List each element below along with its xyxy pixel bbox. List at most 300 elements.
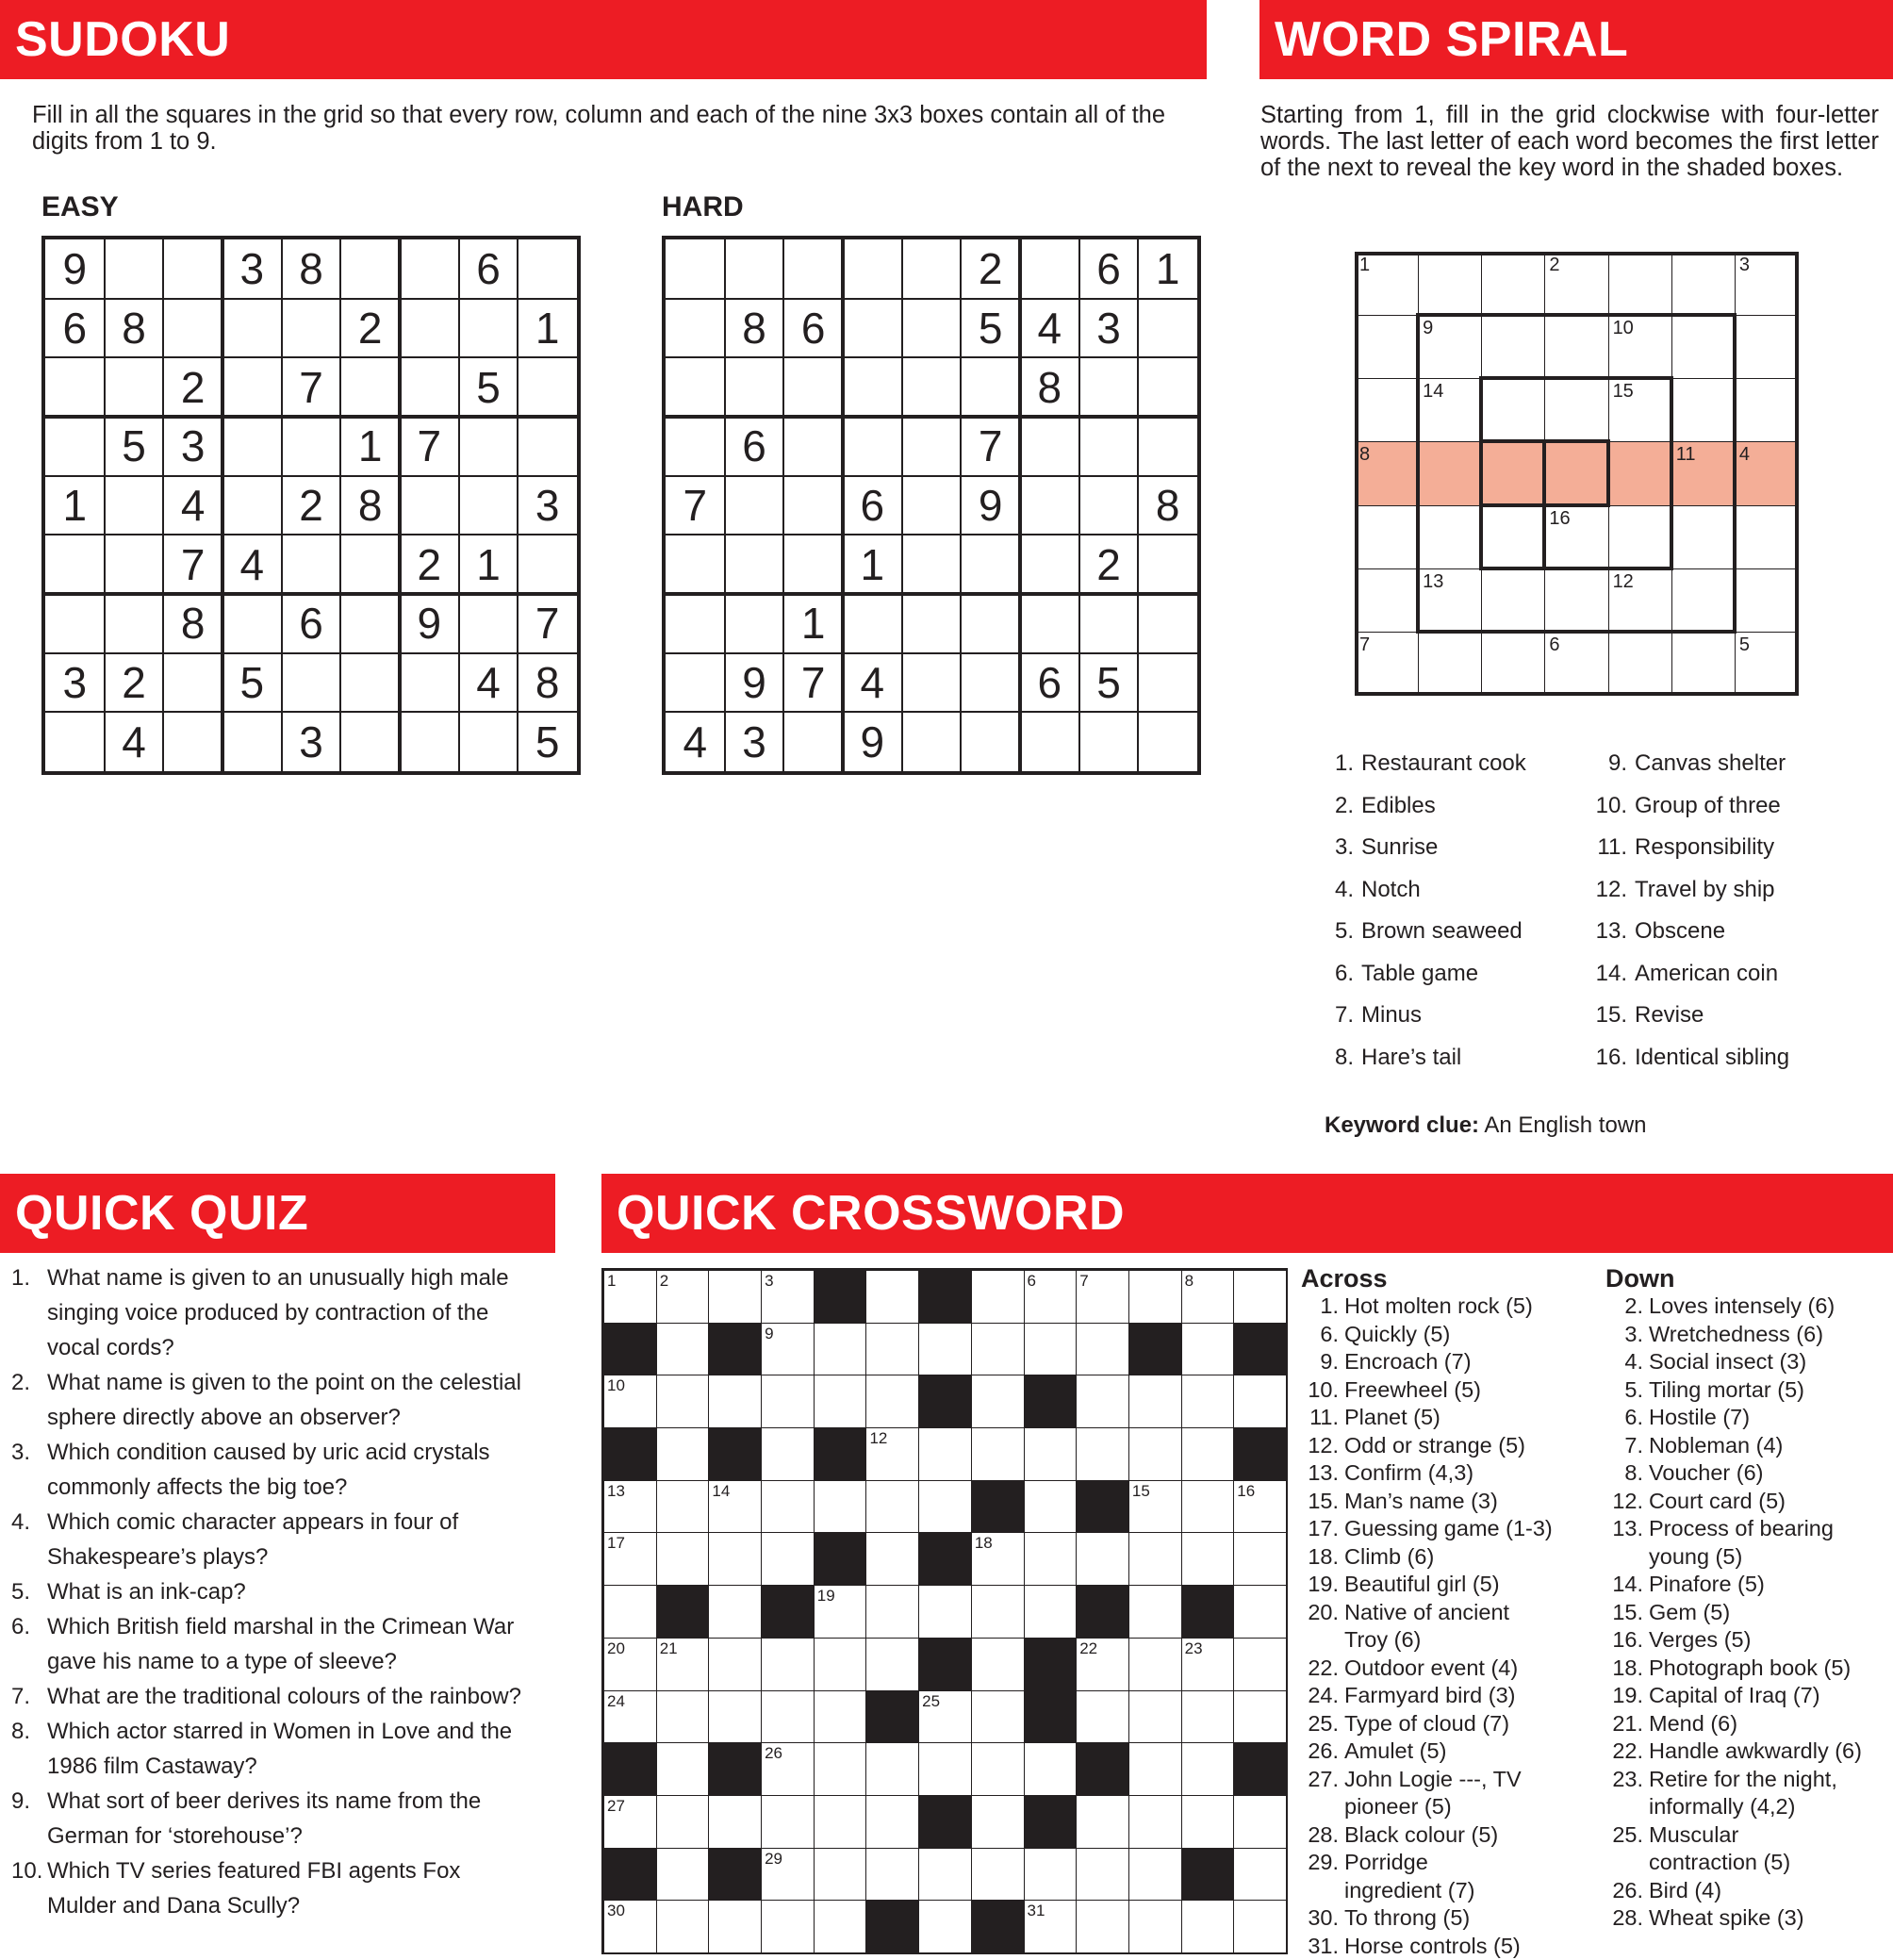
crossword-cell[interactable] — [865, 1532, 919, 1586]
crossword-cell[interactable] — [865, 1270, 919, 1324]
crossword-cell[interactable] — [1233, 1900, 1287, 1953]
crossword-cell[interactable] — [708, 1690, 762, 1744]
sudoku-cell[interactable] — [1138, 417, 1197, 476]
sudoku-cell[interactable] — [282, 653, 341, 713]
sudoku-cell[interactable]: 4 — [860, 657, 885, 707]
sudoku-cell[interactable]: 8 — [180, 599, 206, 649]
sudoku-cell[interactable]: 8 — [742, 303, 766, 353]
sudoku-cell[interactable] — [163, 299, 222, 358]
crossword-cell[interactable] — [1233, 1795, 1287, 1849]
sudoku-cell[interactable] — [340, 535, 400, 594]
sudoku-cell[interactable]: 2 — [299, 480, 323, 530]
sudoku-cell[interactable] — [1079, 594, 1139, 653]
sudoku-cell[interactable]: 4 — [476, 657, 501, 707]
crossword-cell[interactable] — [1128, 1270, 1182, 1324]
crossword-cell[interactable] — [865, 1375, 919, 1428]
sudoku-cell[interactable]: 7 — [180, 539, 206, 589]
sudoku-cell[interactable] — [725, 476, 784, 535]
sudoku-cell[interactable] — [902, 712, 962, 771]
sudoku-cell[interactable] — [1079, 357, 1139, 417]
crossword-cell[interactable] — [656, 1690, 710, 1744]
sudoku-cell[interactable] — [400, 653, 459, 713]
crossword-cell[interactable] — [971, 1585, 1025, 1639]
crossword-cell[interactable] — [1181, 1900, 1235, 1953]
crossword-cell[interactable] — [761, 1690, 815, 1744]
sudoku-cell[interactable] — [961, 712, 1020, 771]
crossword-cell[interactable] — [865, 1480, 919, 1534]
sudoku-cell[interactable] — [783, 357, 843, 417]
crossword-cell[interactable] — [971, 1848, 1025, 1902]
spiral-cell-number: 13 — [1423, 570, 1444, 592]
crossword-cell[interactable] — [1181, 1323, 1235, 1376]
sudoku-cell[interactable]: 3 — [1096, 303, 1121, 353]
crossword-cell[interactable] — [971, 1270, 1025, 1324]
sudoku-cell[interactable] — [1020, 712, 1079, 771]
crossword-cell[interactable] — [865, 1323, 919, 1376]
crossword-cell[interactable] — [1128, 1585, 1182, 1639]
sudoku-cell[interactable]: 1 — [535, 303, 560, 353]
sudoku-cell[interactable]: 2 — [180, 362, 206, 412]
crossword-cell[interactable] — [971, 1742, 1025, 1796]
crossword-cell[interactable] — [656, 1795, 710, 1849]
crossword-cell[interactable] — [708, 1638, 762, 1691]
sudoku-cell[interactable]: 4 — [122, 716, 146, 766]
sudoku-cell[interactable] — [843, 357, 902, 417]
sudoku-cell[interactable] — [783, 239, 843, 299]
crossword-cell[interactable] — [1233, 1532, 1287, 1586]
crossword-cell[interactable] — [918, 1900, 972, 1953]
crossword-cell[interactable] — [971, 1795, 1025, 1849]
crossword-cell[interactable] — [761, 1270, 815, 1324]
crossword-cell[interactable] — [865, 1427, 919, 1481]
crossword-cell[interactable] — [1128, 1742, 1182, 1796]
crossword-cell[interactable] — [761, 1323, 815, 1376]
crossword-cell[interactable] — [1128, 1638, 1182, 1691]
crossword-cell[interactable] — [971, 1323, 1025, 1376]
sudoku-cell[interactable]: 2 — [417, 539, 442, 589]
sudoku-cell[interactable] — [666, 239, 725, 299]
crossword-cell[interactable] — [1024, 1427, 1078, 1481]
crossword-cell[interactable] — [708, 1375, 762, 1428]
sudoku-cell[interactable] — [222, 594, 282, 653]
sudoku-cell[interactable] — [1020, 535, 1079, 594]
crossword-cell[interactable] — [603, 1795, 657, 1849]
crossword-cell[interactable] — [708, 1270, 762, 1324]
sudoku-cell[interactable] — [340, 239, 400, 299]
crossword-cell[interactable] — [603, 1532, 657, 1586]
crossword-cell[interactable] — [971, 1375, 1025, 1428]
crossword-clue — [1301, 1821, 1584, 1850]
sudoku-cell[interactable] — [1079, 417, 1139, 476]
sudoku-cell[interactable] — [222, 357, 282, 417]
crossword-cell[interactable] — [1181, 1795, 1235, 1849]
sudoku-cell[interactable] — [961, 594, 1020, 653]
sudoku-cell[interactable] — [783, 712, 843, 771]
crossword-cell[interactable] — [656, 1375, 710, 1428]
sudoku-cell[interactable] — [666, 594, 725, 653]
crossword-cell[interactable] — [708, 1795, 762, 1849]
sudoku-cell[interactable]: 8 — [535, 657, 560, 707]
sudoku-cell[interactable] — [783, 476, 843, 535]
crossword-cell[interactable] — [1076, 1900, 1129, 1953]
sudoku-cell[interactable]: 8 — [357, 480, 383, 530]
crossword-cell[interactable] — [1233, 1848, 1287, 1902]
sudoku-cell[interactable] — [222, 712, 282, 771]
sudoku-cell[interactable] — [45, 417, 105, 476]
sudoku-cell[interactable]: 6 — [62, 303, 88, 353]
crossword-cell[interactable] — [1024, 1323, 1078, 1376]
sudoku-cell[interactable]: 3 — [239, 244, 265, 294]
crossword-cell[interactable] — [603, 1690, 657, 1744]
sudoku-cell[interactable] — [45, 594, 105, 653]
sudoku-cell[interactable]: 8 — [1155, 480, 1180, 530]
sudoku-cell[interactable]: 3 — [742, 716, 766, 766]
crossword-cell[interactable] — [656, 1270, 710, 1324]
sudoku-cell[interactable]: 4 — [683, 716, 708, 766]
sudoku-cell[interactable] — [666, 417, 725, 476]
sudoku-cell[interactable]: 3 — [180, 421, 206, 471]
sudoku-cell[interactable] — [902, 357, 962, 417]
sudoku-cell[interactable] — [518, 239, 577, 299]
crossword-cell[interactable] — [814, 1638, 867, 1691]
crossword-cell[interactable] — [1233, 1638, 1287, 1691]
crossword-cell[interactable] — [761, 1795, 815, 1849]
sudoku-cell[interactable] — [666, 357, 725, 417]
crossword-cell[interactable] — [814, 1848, 867, 1902]
sudoku-cell[interactable] — [1020, 476, 1079, 535]
crossword-cell[interactable] — [1076, 1795, 1129, 1849]
sudoku-cell[interactable] — [400, 239, 459, 299]
crossword-cell[interactable] — [918, 1690, 972, 1744]
sudoku-cell[interactable] — [961, 653, 1020, 713]
sudoku-cell[interactable] — [1079, 476, 1139, 535]
sudoku-cell[interactable]: 6 — [1037, 657, 1062, 707]
crossword-cell[interactable] — [656, 1480, 710, 1534]
sudoku-cell[interactable]: 2 — [357, 303, 383, 353]
crossword-cell[interactable] — [1076, 1690, 1129, 1744]
sudoku-cell[interactable] — [105, 239, 164, 299]
sudoku-cell[interactable]: 7 — [417, 421, 442, 471]
crossword-cell[interactable] — [708, 1585, 762, 1639]
sudoku-cell[interactable] — [1020, 417, 1079, 476]
sudoku-cell[interactable] — [45, 712, 105, 771]
crossword-cell[interactable] — [918, 1848, 972, 1902]
crossword-black-square — [1076, 1585, 1129, 1639]
crossword-cell[interactable] — [865, 1795, 919, 1849]
sudoku-cell[interactable]: 1 — [357, 421, 383, 471]
crossword-cell[interactable] — [1233, 1585, 1287, 1639]
sudoku-cell[interactable]: 7 — [800, 657, 826, 707]
sudoku-cell[interactable] — [518, 417, 577, 476]
sudoku-cell[interactable]: 2 — [1096, 539, 1121, 589]
crossword-cell[interactable] — [1024, 1532, 1078, 1586]
crossword-cell[interactable] — [1181, 1690, 1235, 1744]
crossword-cell[interactable] — [656, 1900, 710, 1953]
sudoku-cell[interactable]: 8 — [299, 244, 323, 294]
crossword-cell[interactable] — [1233, 1375, 1287, 1428]
crossword-cell[interactable] — [1076, 1638, 1129, 1691]
crossword-cell[interactable] — [761, 1638, 815, 1691]
sudoku-cell[interactable]: 7 — [299, 362, 323, 412]
sudoku-cell[interactable] — [902, 299, 962, 358]
sudoku-cell[interactable]: 2 — [122, 657, 146, 707]
crossword-cell[interactable] — [603, 1270, 657, 1324]
sudoku-cell[interactable]: 6 — [1096, 244, 1121, 294]
crossword-cell[interactable] — [1181, 1480, 1235, 1534]
sudoku-cell[interactable]: 9 — [417, 599, 442, 649]
crossword-cell[interactable] — [1024, 1742, 1078, 1796]
crossword-cell[interactable] — [1128, 1532, 1182, 1586]
sudoku-cell[interactable] — [1138, 535, 1197, 594]
sudoku-cell[interactable] — [340, 712, 400, 771]
crossword-cell[interactable] — [865, 1848, 919, 1902]
sudoku-cell[interactable] — [1138, 594, 1197, 653]
sudoku-cell[interactable] — [340, 594, 400, 653]
crossword-cell[interactable] — [814, 1323, 867, 1376]
crossword-cell[interactable] — [971, 1638, 1025, 1691]
crossword-cell[interactable] — [1233, 1270, 1287, 1324]
crossword-cell[interactable] — [1181, 1270, 1235, 1324]
crossword-cell[interactable] — [971, 1532, 1025, 1586]
crossword-cell[interactable] — [918, 1427, 972, 1481]
sudoku-cell[interactable] — [843, 299, 902, 358]
crossword-cell[interactable] — [603, 1480, 657, 1534]
sudoku-cell[interactable]: 9 — [860, 716, 885, 766]
sudoku-cell[interactable] — [902, 535, 962, 594]
sudoku-cell[interactable] — [725, 239, 784, 299]
quiz-question-line: Shakespeare’s plays? — [47, 1544, 269, 1570]
sudoku-cell[interactable] — [666, 535, 725, 594]
sudoku-cell[interactable] — [961, 357, 1020, 417]
sudoku-cell[interactable]: 1 — [1155, 244, 1180, 294]
crossword-cell[interactable] — [603, 1585, 657, 1639]
sudoku-cell[interactable] — [783, 535, 843, 594]
crossword-cell[interactable] — [814, 1742, 867, 1796]
crossword-cell[interactable] — [761, 1742, 815, 1796]
crossword-cell[interactable] — [656, 1848, 710, 1902]
sudoku-cell[interactable] — [222, 476, 282, 535]
sudoku-cell[interactable]: 3 — [62, 657, 88, 707]
crossword-cell[interactable] — [865, 1585, 919, 1639]
sudoku-cell[interactable] — [45, 535, 105, 594]
sudoku-cell[interactable] — [518, 357, 577, 417]
crossword-cell[interactable] — [1076, 1848, 1129, 1902]
sudoku-cell[interactable] — [902, 594, 962, 653]
crossword-cell[interactable] — [1076, 1427, 1129, 1481]
sudoku-cell[interactable]: 5 — [476, 362, 501, 412]
crossword-cell[interactable] — [1233, 1480, 1287, 1534]
sudoku-cell[interactable] — [105, 594, 164, 653]
sudoku-cell[interactable]: 5 — [122, 421, 146, 471]
sudoku-cell[interactable]: 4 — [180, 480, 206, 530]
sudoku-cell[interactable] — [222, 417, 282, 476]
sudoku-cell[interactable] — [843, 594, 902, 653]
crossword-cell[interactable] — [1024, 1270, 1078, 1324]
crossword-cell[interactable] — [1181, 1532, 1235, 1586]
sudoku-cell[interactable] — [843, 417, 902, 476]
sudoku-cell[interactable] — [163, 653, 222, 713]
crossword-cell[interactable] — [814, 1375, 867, 1428]
crossword-cell[interactable] — [603, 1638, 657, 1691]
sudoku-cell[interactable]: 5 — [978, 303, 1003, 353]
sudoku-cell[interactable] — [725, 357, 784, 417]
crossword-cell[interactable] — [1233, 1690, 1287, 1744]
sudoku-cell[interactable] — [459, 299, 519, 358]
sudoku-cell[interactable]: 5 — [535, 716, 560, 766]
crossword-cell[interactable] — [1128, 1690, 1182, 1744]
sudoku-cell[interactable] — [45, 357, 105, 417]
sudoku-cell[interactable] — [400, 357, 459, 417]
crossword-cell[interactable] — [814, 1480, 867, 1534]
crossword-cell[interactable] — [1076, 1270, 1129, 1324]
sudoku-cell[interactable] — [518, 535, 577, 594]
sudoku-cell[interactable]: 5 — [1096, 657, 1121, 707]
sudoku-cell[interactable] — [783, 417, 843, 476]
sudoku-cell[interactable]: 2 — [978, 244, 1003, 294]
crossword-cell[interactable] — [761, 1375, 815, 1428]
crossword-cell[interactable] — [971, 1690, 1025, 1744]
sudoku-cell[interactable] — [843, 239, 902, 299]
crossword-cell[interactable] — [1181, 1638, 1235, 1691]
crossword-cell[interactable] — [656, 1532, 710, 1586]
sudoku-cell[interactable]: 1 — [860, 539, 885, 589]
crossword-cell[interactable] — [1181, 1427, 1235, 1481]
crossword-cell[interactable] — [918, 1323, 972, 1376]
sudoku-cell[interactable]: 7 — [978, 421, 1003, 471]
crossword-cell[interactable] — [918, 1742, 972, 1796]
sudoku-cell[interactable] — [666, 299, 725, 358]
sudoku-cell[interactable] — [282, 417, 341, 476]
sudoku-cell[interactable]: 1 — [800, 599, 826, 649]
crossword-cell[interactable] — [1076, 1375, 1129, 1428]
crossword-cell[interactable] — [1181, 1375, 1235, 1428]
crossword-cell[interactable] — [761, 1532, 815, 1586]
crossword-cell[interactable] — [1024, 1585, 1078, 1639]
crossword-cell[interactable] — [814, 1900, 867, 1953]
sudoku-cell[interactable]: 3 — [299, 716, 323, 766]
sudoku-cell[interactable] — [282, 299, 341, 358]
sudoku-cell[interactable]: 7 — [683, 480, 708, 530]
crossword-cell[interactable] — [1024, 1480, 1078, 1534]
crossword-cell[interactable] — [1024, 1848, 1078, 1902]
sudoku-cell[interactable] — [902, 417, 962, 476]
crossword-cell[interactable] — [1128, 1848, 1182, 1902]
sudoku-cell[interactable] — [725, 535, 784, 594]
sudoku-cell[interactable]: 9 — [62, 244, 88, 294]
crossword-cell[interactable] — [1128, 1900, 1182, 1953]
sudoku-cell[interactable] — [961, 535, 1020, 594]
sudoku-cell[interactable] — [400, 712, 459, 771]
crossword-cell[interactable] — [656, 1638, 710, 1691]
sudoku-cell[interactable]: 8 — [1037, 362, 1062, 412]
sudoku-cell[interactable]: 6 — [742, 421, 766, 471]
sudoku-cell[interactable] — [459, 476, 519, 535]
sudoku-cell[interactable] — [400, 299, 459, 358]
sudoku-cell[interactable] — [340, 357, 400, 417]
crossword-cell[interactable] — [918, 1585, 972, 1639]
sudoku-cell[interactable] — [1138, 712, 1197, 771]
crossword-cell[interactable] — [1076, 1323, 1129, 1376]
crossword-cell[interactable] — [1128, 1427, 1182, 1481]
crossword-cell[interactable] — [1128, 1375, 1182, 1428]
sudoku-cell[interactable] — [1138, 299, 1197, 358]
sudoku-cell[interactable]: 3 — [535, 480, 560, 530]
crossword-cell[interactable] — [1076, 1532, 1129, 1586]
crossword-cell[interactable] — [1024, 1900, 1078, 1953]
sudoku-cell[interactable]: 1 — [62, 480, 88, 530]
sudoku-cell[interactable]: 4 — [1037, 303, 1062, 353]
crossword-cell[interactable] — [656, 1427, 710, 1481]
sudoku-cell[interactable] — [222, 299, 282, 358]
sudoku-cell[interactable]: 1 — [476, 539, 501, 589]
sudoku-cell[interactable] — [459, 417, 519, 476]
sudoku-cell[interactable]: 4 — [239, 539, 265, 589]
crossword-cell[interactable] — [708, 1532, 762, 1586]
crossword-cell[interactable] — [656, 1323, 710, 1376]
crossword-cell[interactable] — [761, 1480, 815, 1534]
crossword-cell[interactable] — [656, 1742, 710, 1796]
crossword-cell[interactable] — [708, 1900, 762, 1953]
crossword-cell[interactable] — [814, 1795, 867, 1849]
sudoku-cell[interactable] — [902, 653, 962, 713]
crossword-cell[interactable] — [603, 1900, 657, 1953]
sudoku-cell[interactable] — [725, 594, 784, 653]
sudoku-cell[interactable]: 7 — [535, 599, 560, 649]
crossword-cell[interactable] — [761, 1427, 815, 1481]
crossword-cell[interactable] — [814, 1585, 867, 1639]
crossword-cell[interactable] — [1128, 1480, 1182, 1534]
sudoku-cell[interactable] — [666, 653, 725, 713]
sudoku-cell[interactable] — [163, 712, 222, 771]
crossword-cell[interactable] — [708, 1480, 762, 1534]
sudoku-cell[interactable]: 6 — [299, 599, 323, 649]
crossword-cell[interactable] — [761, 1848, 815, 1902]
sudoku-cell[interactable] — [1138, 357, 1197, 417]
sudoku-cell[interactable] — [340, 653, 400, 713]
crossword-cell[interactable] — [814, 1690, 867, 1744]
sudoku-cell[interactable] — [163, 239, 222, 299]
crossword-cell[interactable] — [971, 1427, 1025, 1481]
sudoku-cell[interactable]: 9 — [978, 480, 1003, 530]
sudoku-cell[interactable] — [459, 594, 519, 653]
sudoku-cell[interactable] — [902, 239, 962, 299]
crossword-cell[interactable] — [865, 1638, 919, 1691]
sudoku-cell[interactable] — [1020, 594, 1079, 653]
crossword-cell[interactable] — [865, 1742, 919, 1796]
sudoku-cell[interactable] — [400, 476, 459, 535]
crossword-cell[interactable] — [918, 1480, 972, 1534]
sudoku-cell[interactable]: 6 — [476, 244, 501, 294]
crossword-cell[interactable] — [761, 1900, 815, 1953]
sudoku-cell[interactable]: 5 — [239, 657, 265, 707]
sudoku-cell[interactable] — [1138, 653, 1197, 713]
sudoku-cell[interactable] — [1020, 239, 1079, 299]
sudoku-cell[interactable] — [105, 357, 164, 417]
sudoku-cell[interactable] — [1079, 712, 1139, 771]
sudoku-cell[interactable] — [902, 476, 962, 535]
crossword-cell[interactable] — [1128, 1795, 1182, 1849]
crossword-cell[interactable] — [603, 1375, 657, 1428]
sudoku-cell[interactable] — [459, 712, 519, 771]
sudoku-cell[interactable]: 6 — [800, 303, 826, 353]
sudoku-cell[interactable] — [105, 535, 164, 594]
sudoku-cell[interactable]: 9 — [742, 657, 766, 707]
sudoku-cell[interactable]: 6 — [860, 480, 885, 530]
sudoku-cell[interactable] — [105, 476, 164, 535]
sudoku-cell[interactable] — [282, 535, 341, 594]
crossword-cell[interactable] — [1181, 1742, 1235, 1796]
sudoku-cell[interactable]: 8 — [122, 303, 146, 353]
